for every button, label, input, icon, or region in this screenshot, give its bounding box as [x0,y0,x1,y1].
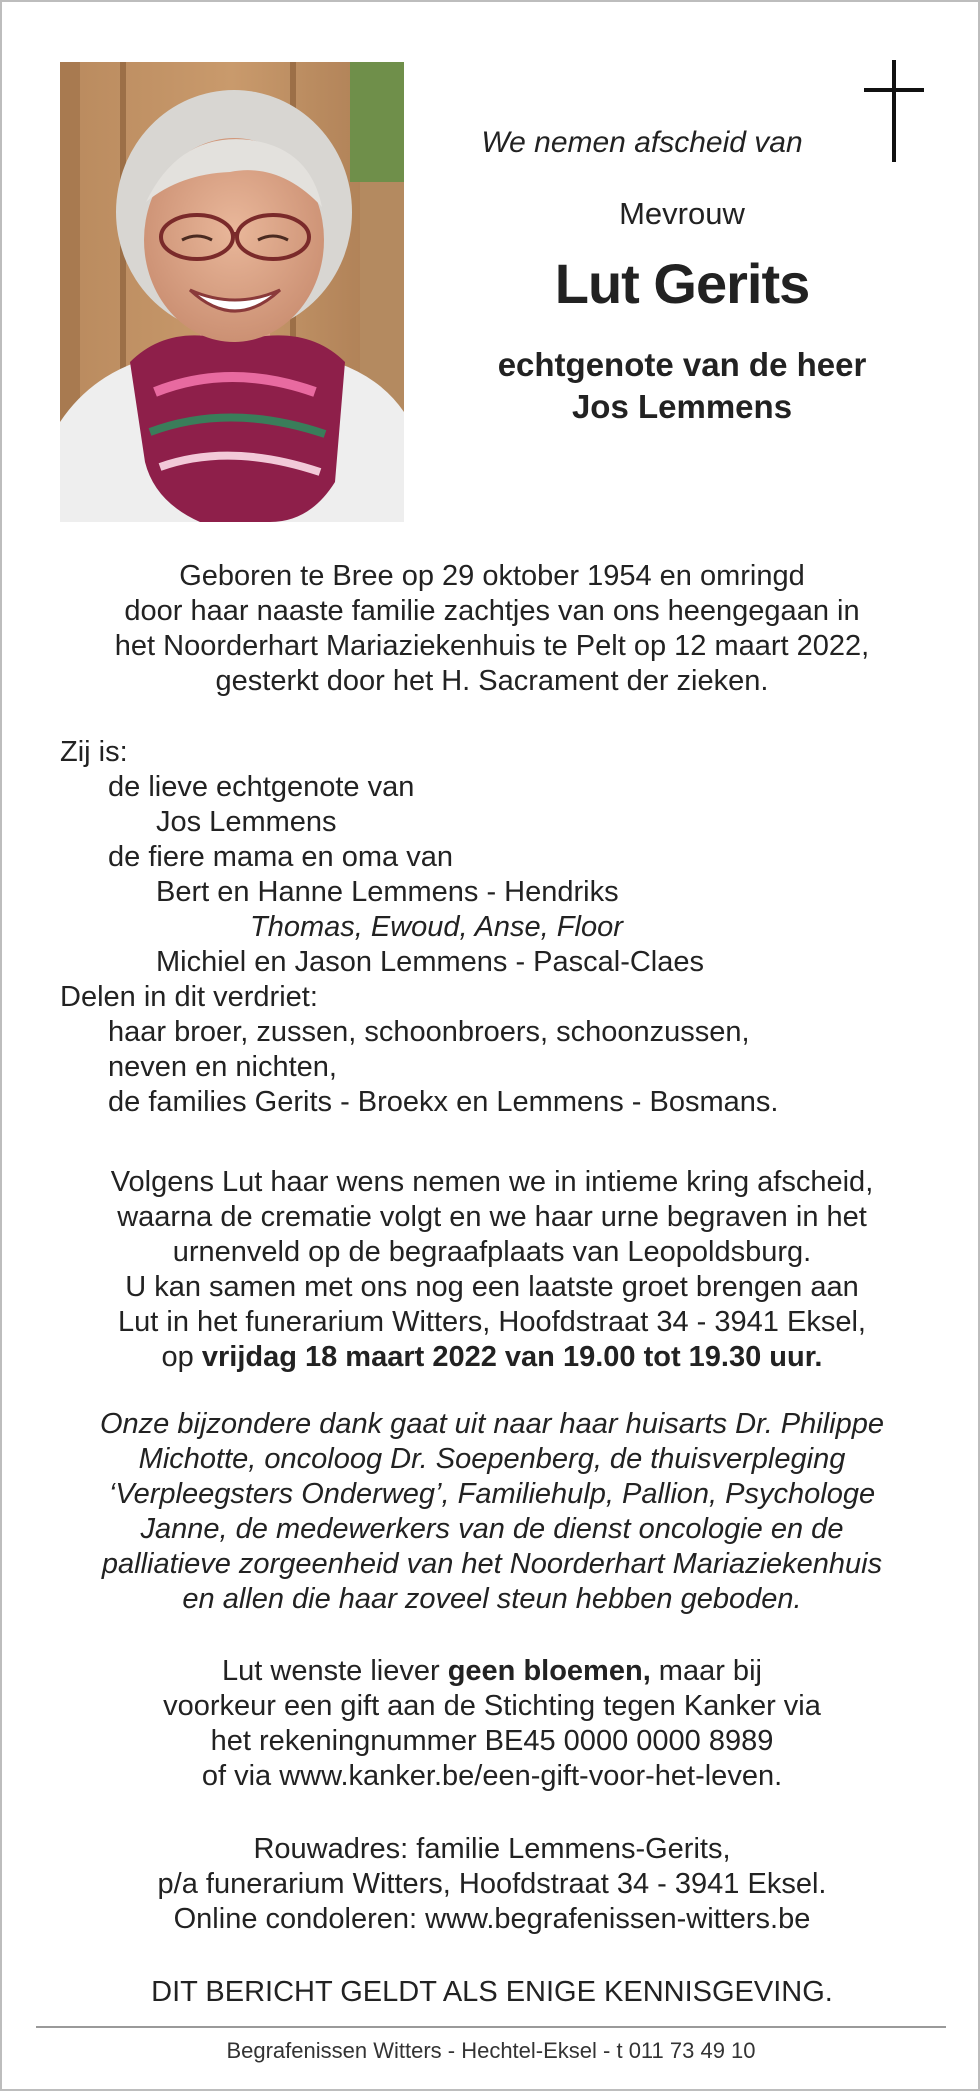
visitation-date: vrijdag 18 maart 2022 van 19.00 tot 19.30 uur. [201,1341,823,1373]
date-prefix: op [161,1341,202,1373]
address-paragraph [60,1832,924,1937]
portrait-photo [60,62,404,522]
paragraph-line: Onze bijzondere dank gaat uit naar haar huisarts Dr. Philippe [100,1408,884,1440]
thanks-paragraph [60,1407,924,1617]
birth-death-paragraph [60,559,924,699]
paragraph-line: palliatieve zorgeenheid van het Noorderhart Mariaziekenhuis [101,1548,883,1580]
family-line: Bert en Hanne Lemmens - Hendriks [156,876,619,908]
paragraph-line: het Noorderhart Mariaziekenhuis te Pelt op 12 maart 2022, [114,630,870,662]
family-line: de families Gerits - Broekx en Lemmens - Bosmans. [108,1086,779,1118]
family-heading: Zij is: [60,736,128,768]
paragraph-line [60,1654,924,1689]
paragraph-line: door haar naaste familie zachtjes van ons heengegaan in [124,595,860,627]
family-line: de lieve echtgenote van [108,771,415,803]
paragraph-line: Janne, de medewerkers van de dienst oncologie en de [140,1513,844,1545]
intro-text: We nemen afscheid van [481,126,803,159]
paragraph-line: Lut in het funerarium Witters, Hoofdstraat 34 - 3941 Eksel, [118,1306,866,1338]
spouse-line-1: echtgenote van de heer [497,346,867,383]
paragraph-line: voorkeur een gift aan de Stichting tegen Kanker via [163,1690,821,1722]
family-heading: Delen in dit verdriet: [60,981,318,1013]
paragraph-line: urnenveld op de begraafplaats van Leopoldsburg. [172,1236,812,1268]
spouse-line-2: Jos Lemmens [571,388,793,425]
paragraph-line: Michotte, oncoloog Dr. Soepenberg, de thuisverpleging [138,1443,846,1475]
family-line: neven en nichten, [108,1051,337,1083]
family-line: Michiel en Jason Lemmens - Pascal-Claes [156,946,704,978]
farewell-paragraph [60,1165,924,1375]
footer-funeral-home: Begrafenissen Witters - Hechtel-Eksel - t 011 73 49 10 [226,2038,756,2063]
flowers-prefix: Lut wenste liever [222,1655,448,1687]
paragraph-line: Volgens Lut haar wens nemen we in intieme kring afscheid, [110,1166,874,1198]
paragraph-line: en allen die haar zoveel steun hebben geboden. [182,1583,802,1615]
family-line: Jos Lemmens [156,806,337,838]
flowers-suffix: maar bij [650,1655,762,1687]
family-list [60,735,924,1120]
obituary-header [442,122,922,428]
family-line: haar broer, zussen, schoonbroers, schoonzussen, [108,1016,750,1048]
footer-divider [36,2026,946,2028]
family-line: de fiere mama en oma van [108,841,453,873]
paragraph-line: waarna de crematie volgt en we haar urne begraven in het [117,1201,867,1233]
paragraph-line: Rouwadres: familie Lemmens-Gerits, [253,1833,731,1865]
paragraph-line: U kan samen met ons nog een laatste groet brengen aan [125,1271,859,1303]
paragraph-line [60,1340,924,1375]
grandchildren-line: Thomas, Ewoud, Anse, Floor [250,911,623,943]
donation-link[interactable]: of via www.kanker.be/een-gift-voor-het-leven. [201,1760,783,1792]
official-notice: DIT BERICHT GELDT ALS ENIGE KENNISGEVING. [151,1976,833,2008]
no-flowers: geen bloemen, [447,1655,651,1687]
bank-account: het rekeningnummer BE45 0000 0000 8989 [210,1725,774,1757]
deceased-name: Lut Gerits [554,252,810,315]
condolence-link[interactable]: Online condoleren: www.begrafenissen-witters.be [173,1903,811,1935]
paragraph-line: ‘Verpleegsters Onderweg’, Familiehulp, Pallion, Psychologe [108,1478,876,1510]
paragraph-line: gesterkt door het H. Sacrament der zieken. [215,665,769,697]
salutation: Mevrouw [619,196,745,231]
paragraph-line: p/a funerarium Witters, Hoofdstraat 34 - 3941 Eksel. [157,1868,827,1900]
paragraph-line: Geboren te Bree op 29 oktober 1954 en omringd [179,560,805,592]
flowers-paragraph [60,1654,924,1794]
